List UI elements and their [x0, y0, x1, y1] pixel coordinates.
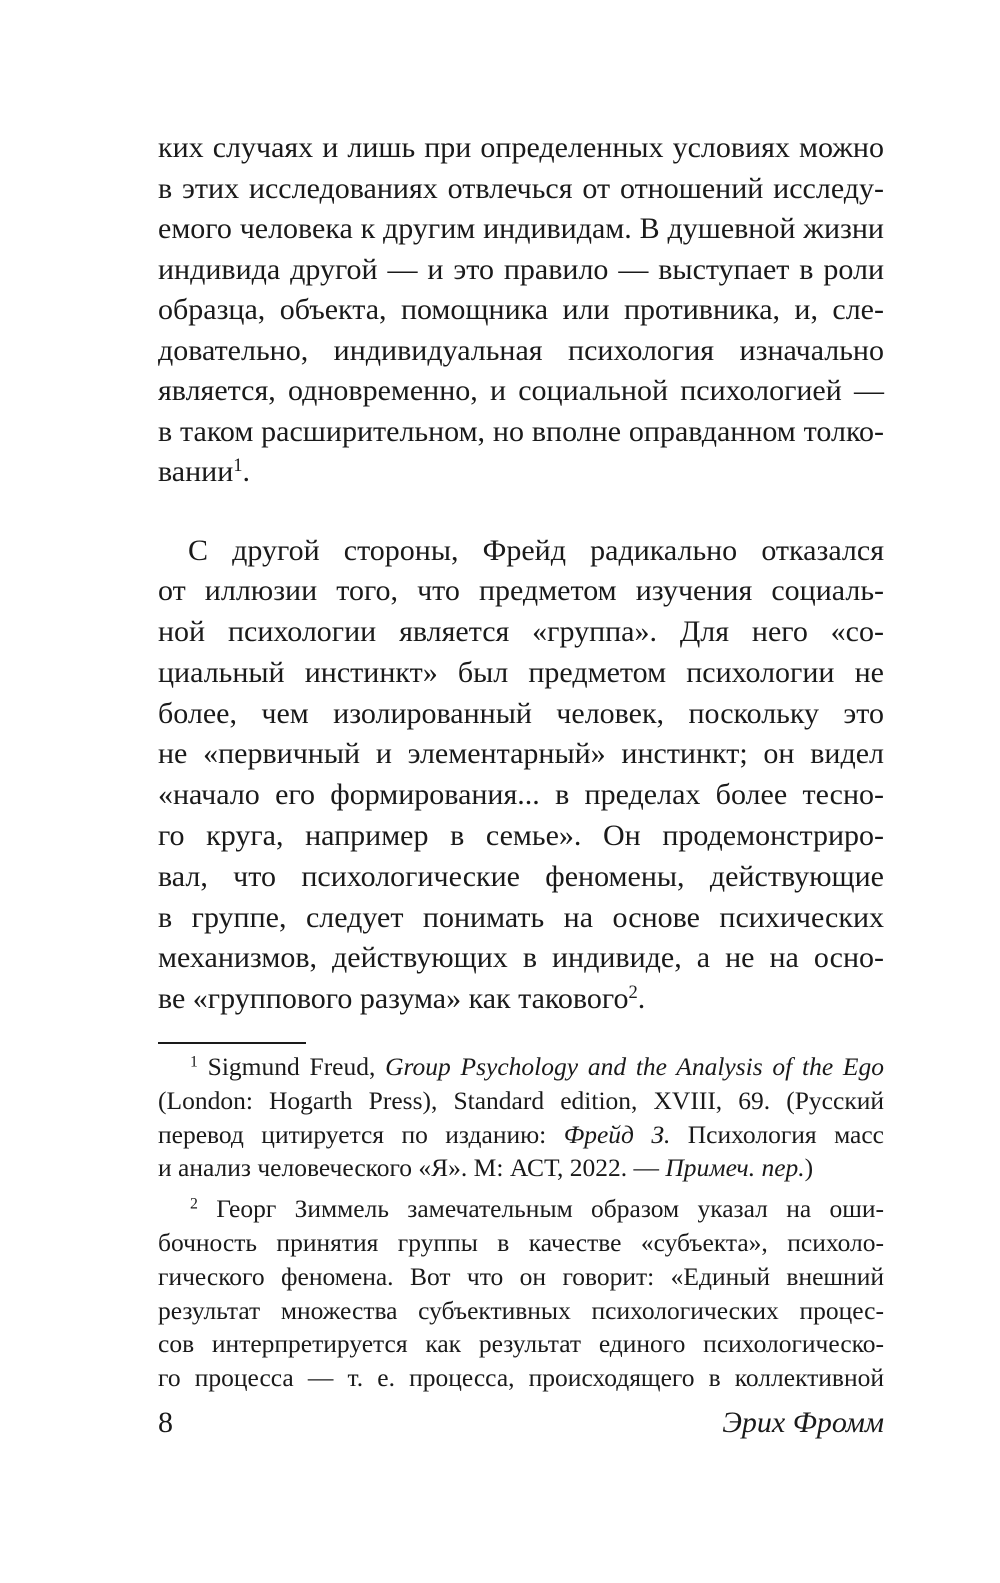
running-head-author: Эрих Фромм: [722, 1406, 884, 1439]
text-line: довательно, индивидуальная психология изначально: [158, 333, 884, 367]
text-line: образца, объекта, помощника или противника, и, сле-: [158, 293, 884, 326]
text-line: в группе, следует понимать на основе психических: [158, 900, 884, 934]
text-line-last: [158, 452, 884, 493]
text-fragment: Георг Зиммель замечательным образом указал на оши-: [197, 1194, 884, 1224]
footnote-line: (London: Hogarth Press), Standard edition, XVIII, 69. (Русский: [158, 1085, 884, 1115]
footnote-line: гического феномена. Вот что он говорит: «Единый внешний: [158, 1261, 884, 1291]
page-number: 8: [158, 1406, 173, 1439]
text-fragment: и анализ человеческого «Я». М: АСТ, 2022. —: [158, 1153, 666, 1183]
footnotes: [158, 1050, 884, 1395]
text-line: «начало его формирования... в пределах более тесно-: [158, 778, 884, 812]
text-line: С другой стороны, Фрейд радикально отказался: [188, 533, 884, 567]
footnote-number: 1: [190, 1053, 198, 1071]
text-line: циальный инстинкт» был предметом психологии не: [158, 655, 884, 689]
text-line: в этих исследованиях отвлечься от отношений исследу-: [158, 171, 884, 205]
translator-note: Примеч. пер.: [665, 1153, 805, 1183]
footnote-line: бочность принятия группы в качестве «субъекта», психоло-: [158, 1228, 884, 1258]
text-line: не «первичный и элементарный» инстинкт; он видел: [158, 737, 884, 771]
book-title: Group Psychology and the Analysis of the Ego: [385, 1052, 885, 1082]
text-line: ной психологии является «группа». Для него «со-: [158, 615, 884, 649]
page-body: [158, 128, 884, 1395]
author-name: Фрейд З.: [563, 1119, 671, 1149]
text-line: механизмов, действующих в индивиде, а не на осно-: [158, 941, 884, 975]
end-punct: .: [637, 982, 646, 1016]
text-line: в таком расширительном, но вполне оправданном толко-: [158, 414, 884, 448]
footnote-divider: [158, 1042, 306, 1044]
footnote-line: [158, 1118, 884, 1152]
text-fragment: ): [804, 1153, 814, 1183]
text-fragment: ве «группового разума» как такового: [158, 982, 629, 1016]
text-line: го круга, например в семье». Он продемонстриро-: [158, 819, 884, 853]
text-line: более, чем изолированный человек, поскольку это: [158, 696, 884, 730]
footnote-line: сов интерпретируется как результат единого психологическо-: [158, 1329, 884, 1359]
footnote-1: [158, 1050, 884, 1185]
text-fragment: Психология масс: [670, 1119, 884, 1149]
text-line: от иллюзии того, что предметом изучения социаль-: [158, 574, 884, 608]
text-line: вал, что психологические феномены, действующие: [158, 859, 884, 893]
footnote-line: результат множества субъективных психологических процес-: [158, 1295, 884, 1325]
end-punct: .: [242, 455, 251, 488]
footnote-ref-2[interactable]: 2: [628, 982, 638, 1004]
text-fragment: перевод цитируется по изданию:: [158, 1119, 564, 1149]
text-line-last: [158, 979, 884, 1020]
text-fragment: вании: [158, 455, 234, 488]
text-line: емого человека к другим индивидам. В душевной жизни: [158, 212, 884, 245]
footnote-line: [158, 1151, 884, 1185]
footnote-ref-1[interactable]: 1: [233, 454, 243, 476]
text-line: индивида другой — и это правило — выступает в роли: [158, 252, 884, 286]
footnote-line: [158, 1192, 884, 1226]
footnote-line: [158, 1050, 884, 1084]
paragraph-2: [158, 531, 884, 1021]
paragraph-1: [158, 128, 884, 493]
footnote-line: го процесса — т. е. процесса, происходящего в коллективной: [158, 1363, 884, 1393]
text-fragment: Sigmund Freud,: [197, 1052, 386, 1082]
footnote-2: [158, 1192, 884, 1395]
footnote-number: 2: [190, 1195, 198, 1213]
text-line: является, одновременно, и социальной психологией —: [158, 374, 884, 407]
text-line: ких случаях и лишь при определенных условиях можно: [158, 131, 884, 164]
